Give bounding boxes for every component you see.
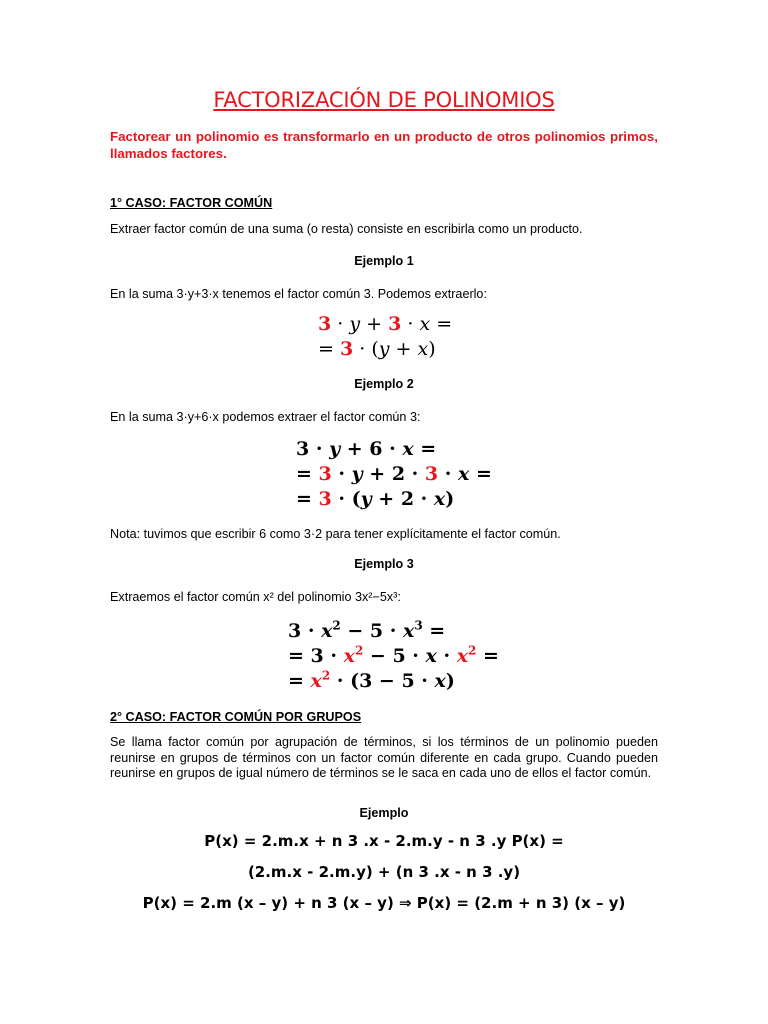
case2-equation-line3: P(x) = 2.m (x – y) + n 3 (x – y) ⇒ P(x) = (2.m + n 3) (x – y) <box>142 894 626 912</box>
example1-formula: 3 · y + 3 · x = = 3 · (y + x) <box>318 313 453 360</box>
case2-heading: 2° CASO: FACTOR COMÚN POR GRUPOS <box>110 710 362 724</box>
intro-paragraph: Factorear un polinomio es transformarlo en un producto de otros polinomios primos, llamados factores. <box>110 129 658 161</box>
case1-description: Extraer factor común de una suma (o resta) consiste en escribirla como un producto. <box>110 222 583 236</box>
example2-formula: 3 · y + 6 · x = = 3 · y + 2 · 3 · x = = 3 · (y + 2 · x) <box>296 438 492 510</box>
example3-label: Ejemplo 3 <box>354 557 414 571</box>
page-title: FACTORIZACIÓN DE POLINOMIOS <box>213 88 555 112</box>
case2-example-label: Ejemplo <box>359 806 409 820</box>
example1-label: Ejemplo 1 <box>354 254 414 268</box>
example3-text: Extraemos el factor común x² del polinomio 3x²−5x³: <box>110 590 401 604</box>
example1-text: En la suma 3·y+3·x tenemos el factor común 3. Podemos extraerlo: <box>110 287 487 301</box>
case2-description: Se llama factor común por agrupación de términos, si los términos de un polinomio pueden reunirse en grupos de términos con un factor común diferente en cada grupo. Cuando pueden reunirse en grupos de igual número de términos se le saca en cada uno de ellos el factor común. <box>110 735 658 780</box>
note-text: Nota: tuvimos que escribir 6 como 3·2 para tener explícitamente el factor común. <box>110 527 561 541</box>
case2-equation-line1: P(x) = 2.m.x + n 3 .x - 2.m.y - n 3 .y P(x) = <box>204 832 564 850</box>
example2-text: En la suma 3·y+6·x podemos extraer el factor común 3: <box>110 410 421 424</box>
example2-label: Ejemplo 2 <box>354 377 414 391</box>
case1-heading: 1° CASO: FACTOR COMÚN <box>110 196 273 210</box>
example3-formula: $3 \cdot x^2 - 5 \cdot x^3$ = = $3 \cdot x^2 - 5 \cdot x \cdot x^2$ = = $x^2 \cdot (3 - 5 \cdot x)$ <box>288 618 499 692</box>
case2-equation-line2: (2.m.x - 2.m.y) + (n 3 .x - n 3 .y) <box>247 863 521 881</box>
